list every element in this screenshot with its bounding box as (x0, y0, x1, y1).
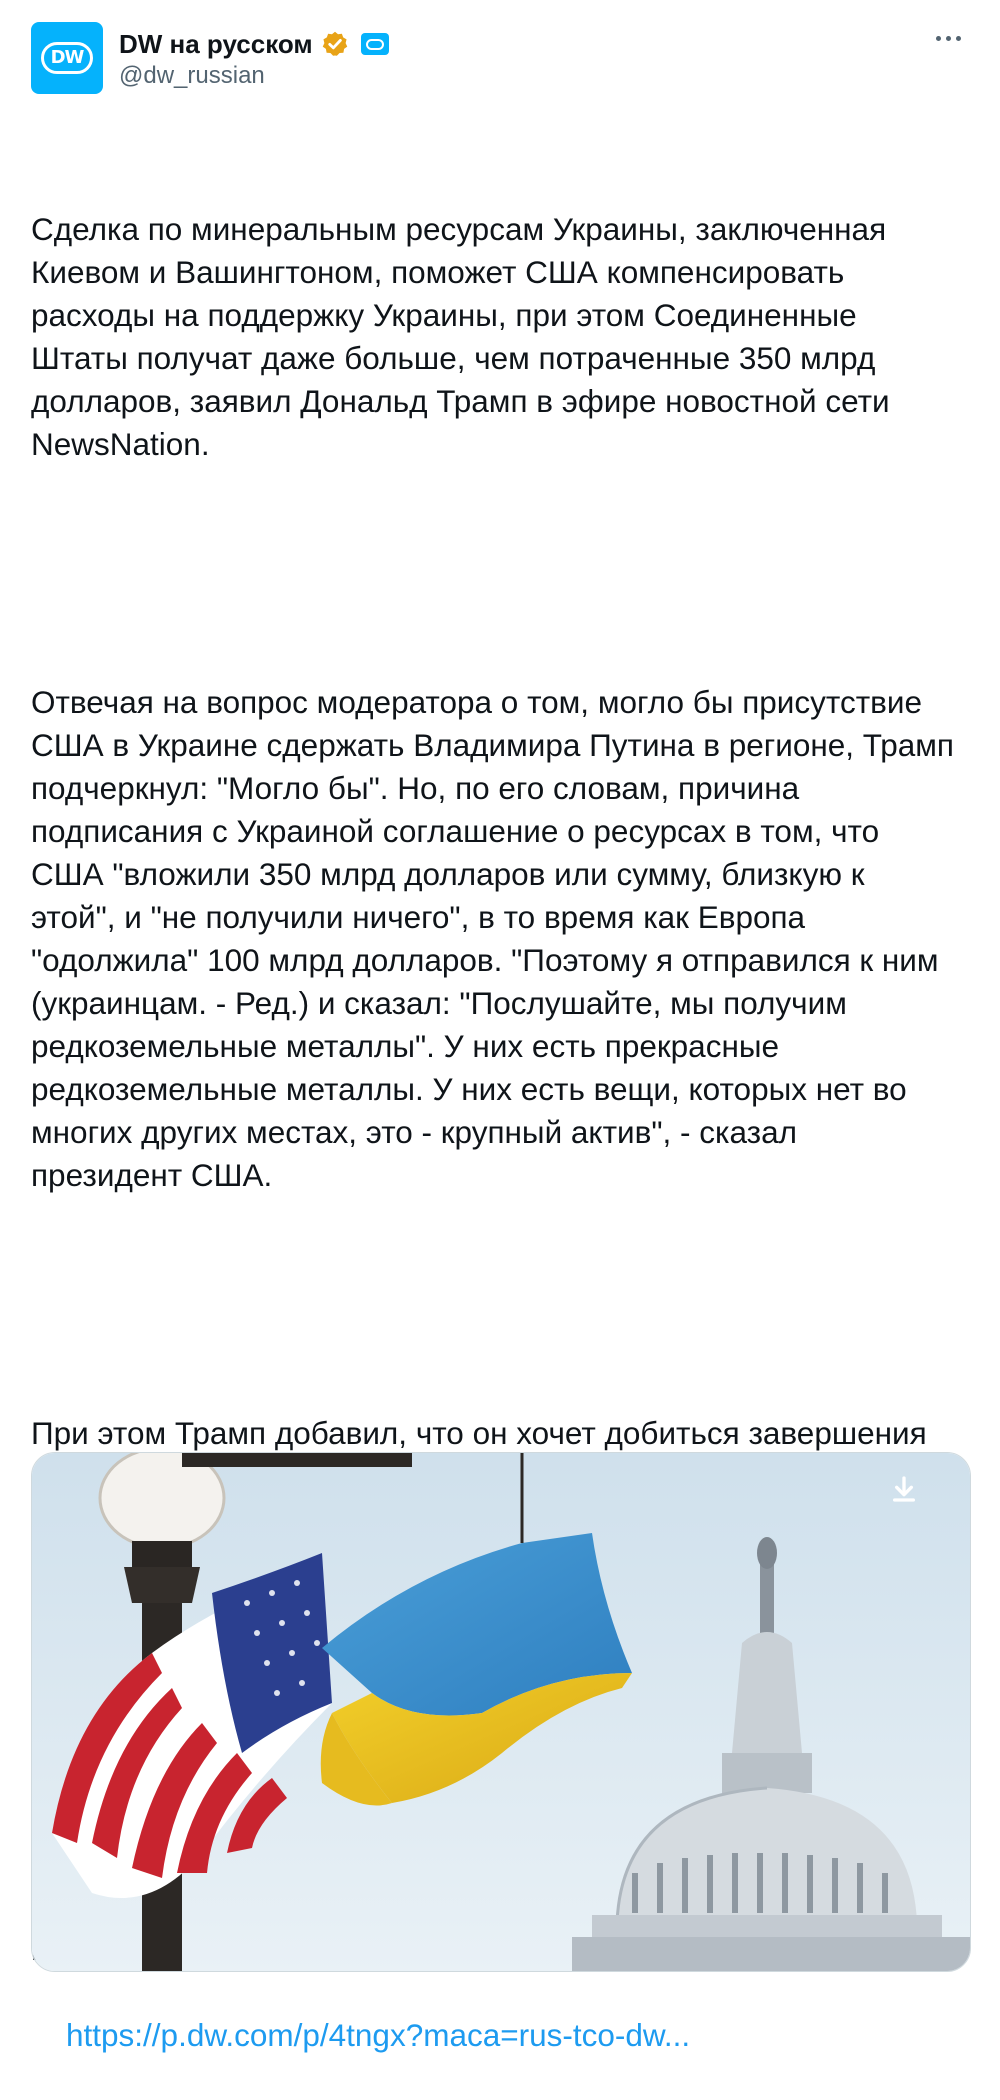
tweet-paragraph: При этом Трамп добавил, что он хочет добиться завершения (31, 1415, 927, 1451)
more-dot (946, 36, 951, 41)
article-link[interactable]: https://p.dw.com/p/4tngx?maca=rus-tco-dw... (66, 2017, 691, 2053)
dw-affiliate-mark (366, 39, 384, 50)
display-name[interactable]: DW на русском (119, 28, 313, 59)
paragraph-gap (31, 1283, 975, 1326)
tweet-paragraph: Отвечая на вопрос модератора о том, могло бы присутствие США в Украине сдержать Владимира Путина в регионе, Трамп подчеркнул: "Могло бы". Но, по его словам, причина подписания с Украиной соглашение о ресурсах в том, что США "вложили 350 млрд долларов или сумму, близкую к этой", и "не получили ничего", в то время как Европа "одолжила" 100 млрд долларов. "Поэтому я отправился к ним (украинцам. - Ред.) и сказал: "Послушайте, мы получим редкоземельные металлы". У них есть прекрасные редкоземельные металлы. У них есть вещи, которых нет во многих других местах, это - крупный актив", - сказал президент США. (31, 684, 954, 1193)
name-row (119, 26, 389, 62)
tweet-paragraph: Сделка по минеральным ресурсам Украины, заключенная Киевом и Вашингтоном, поможет США компенсировать расходы на поддержку Украины, при этом Соединенные Штаты получат даже больше, чем потраченные 350 млрд долларов, заявил Дональд Трамп в эфире новостной сети NewsNation. (31, 211, 890, 462)
avatar[interactable] (31, 22, 103, 94)
tweet-photo[interactable] (31, 1452, 971, 1972)
more-dot (956, 36, 961, 41)
handle[interactable]: @dw_russian (119, 62, 265, 89)
more-options-icon[interactable] (926, 26, 970, 50)
download-icon[interactable] (888, 1474, 920, 1506)
dw-logo: DW (41, 42, 93, 74)
paragraph-gap (31, 552, 975, 595)
dw-affiliate-icon[interactable] (361, 33, 389, 55)
verified-badge-icon (321, 30, 349, 58)
flags-photo (32, 1453, 971, 1972)
more-dot (936, 36, 941, 41)
